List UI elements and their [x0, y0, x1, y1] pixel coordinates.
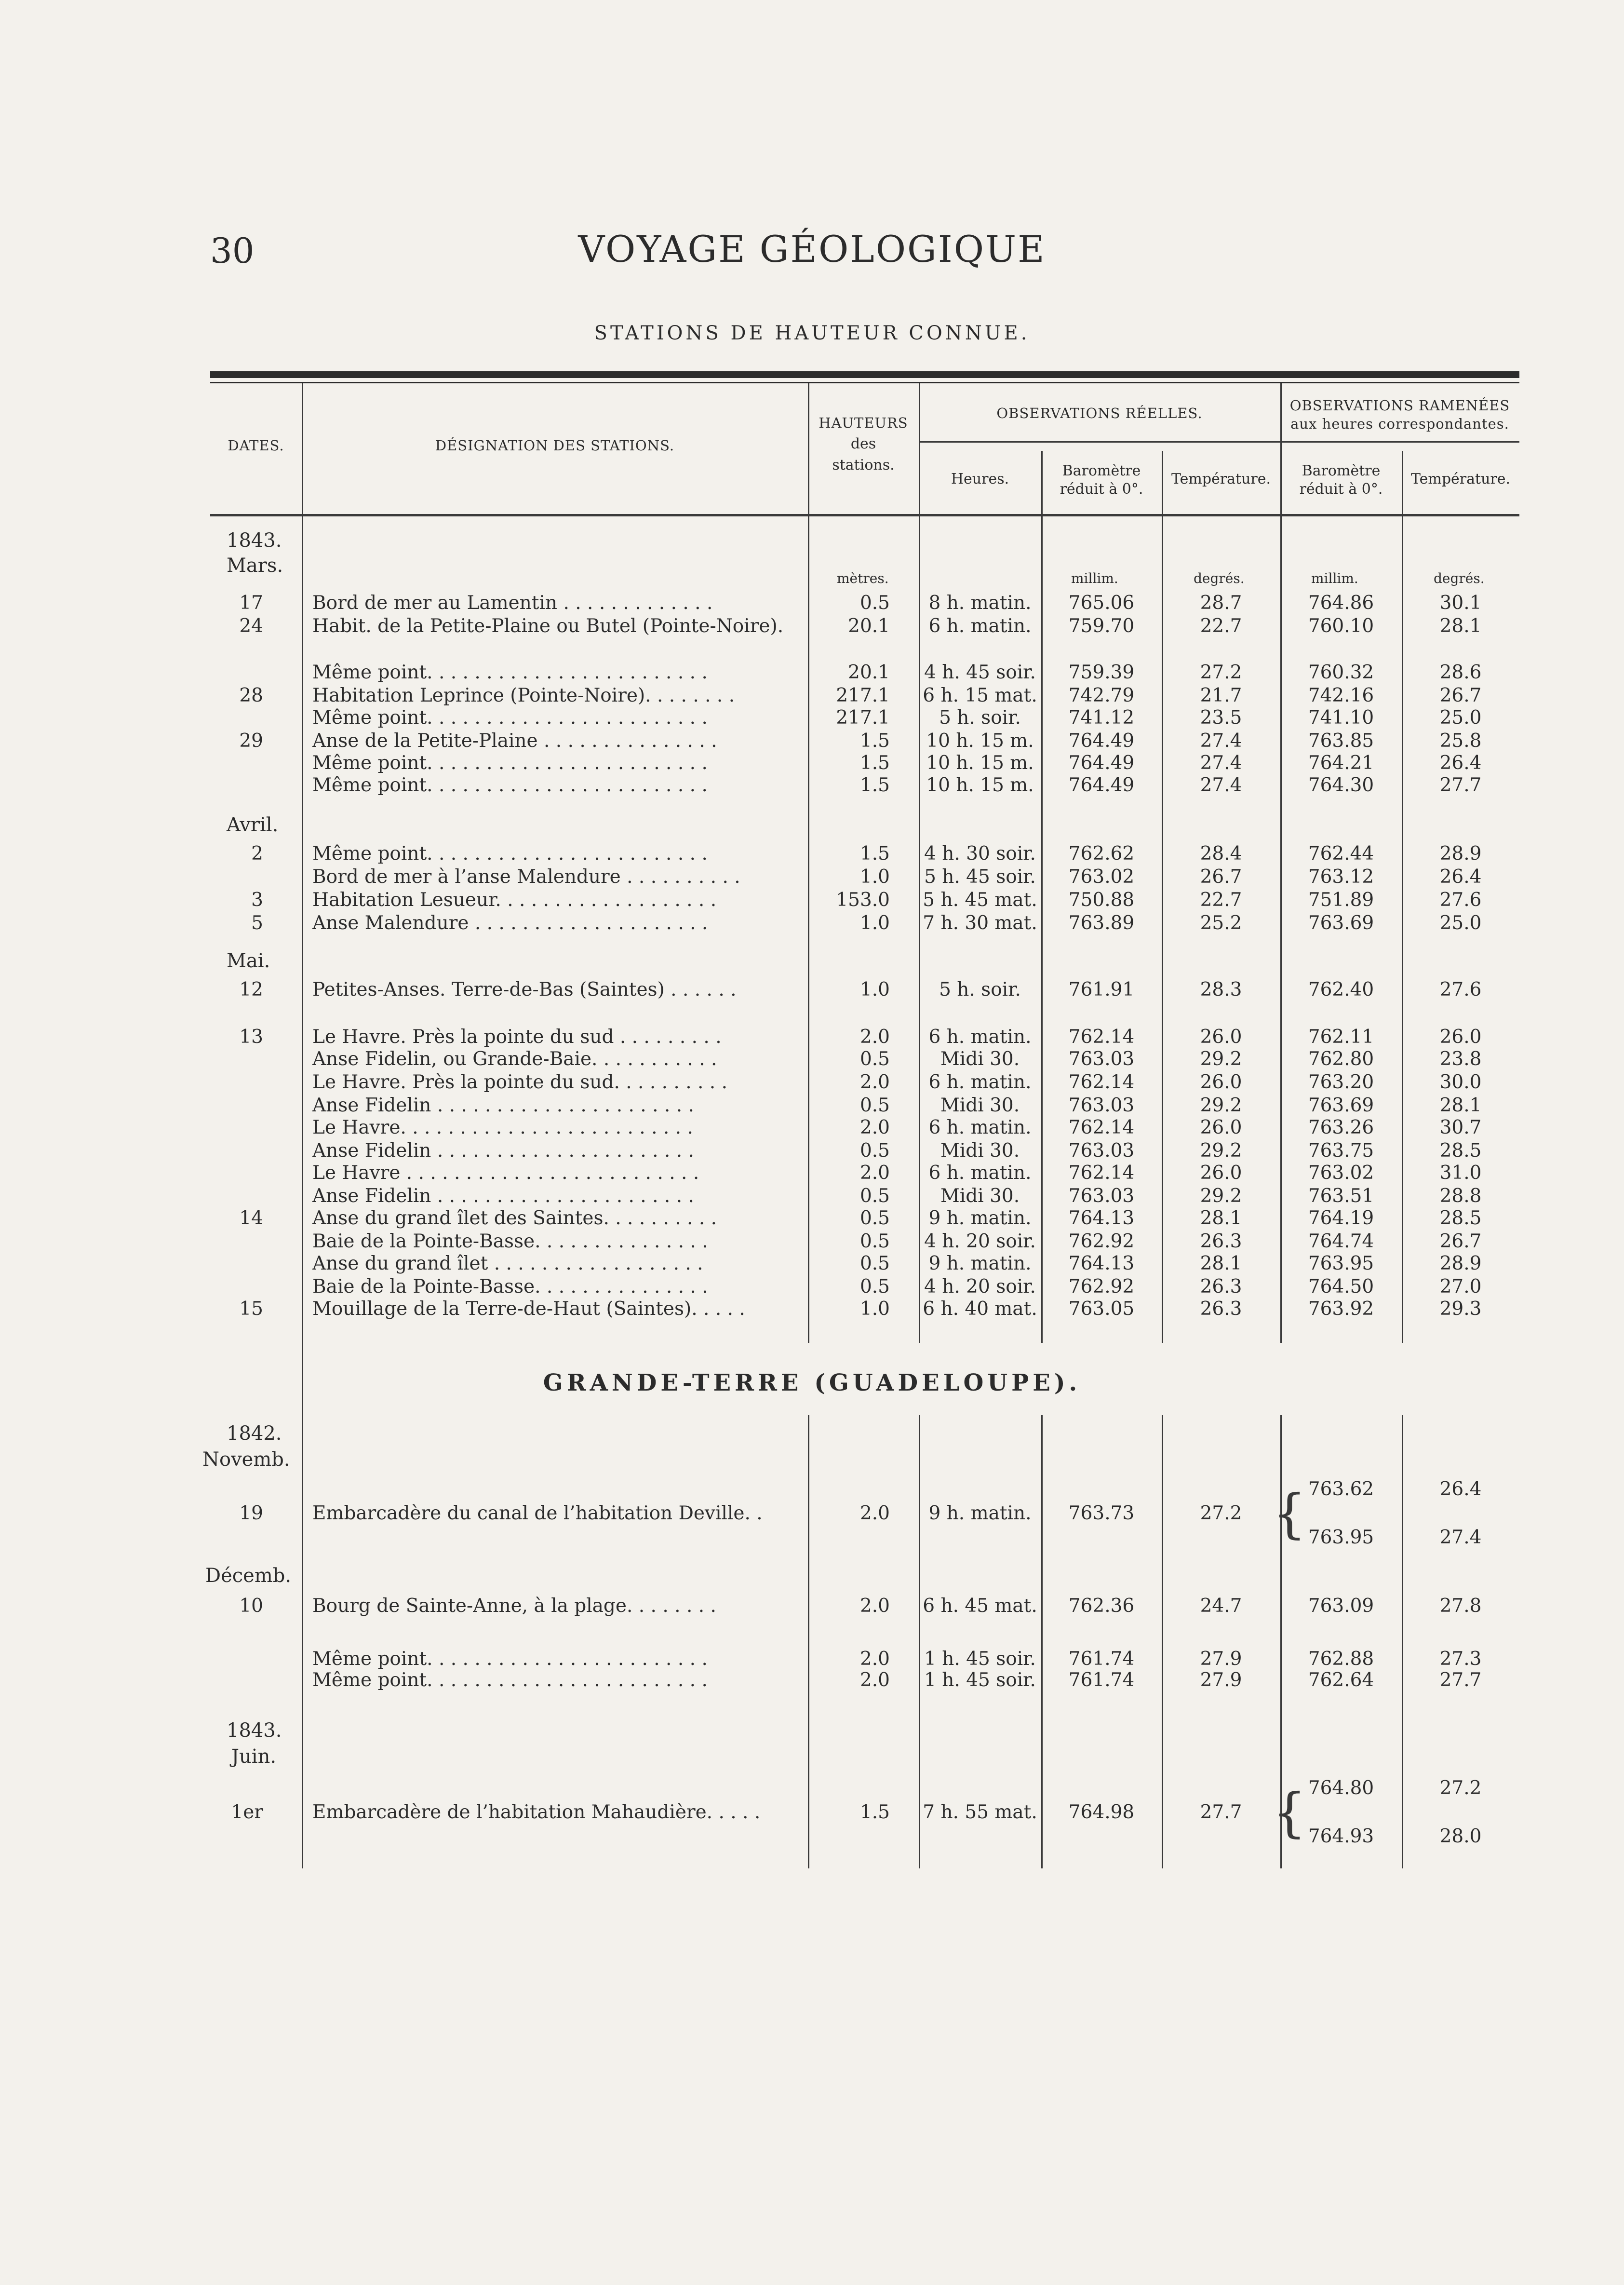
year-label: 1843. [227, 1719, 282, 1742]
unit-degres: degrés. [1194, 570, 1245, 586]
obs-barometer: 763.03 [1068, 1140, 1135, 1162]
station-height: 2.0 [859, 1026, 890, 1048]
station-name: Le Havre . . . . . . . . . . . . . . . . . . . . . . . . . [312, 1162, 699, 1184]
header-observations-ramenees: OBSERVATIONS RAMENÉES aux heures correspondantes. [1289, 397, 1510, 432]
obs-barometer: 763.89 [1068, 912, 1135, 934]
reduced-barometer: 763.69 [1308, 912, 1374, 934]
brace-mark: { [1273, 1483, 1306, 1544]
obs-hour: 9 h. matin. [928, 1253, 1032, 1274]
station-name: Anse Malendure . . . . . . . . . . . . . . . . . . . . [312, 912, 708, 934]
section-title-grande-terre: GRANDE-TERRE (GUADELOUPE). [543, 1369, 1081, 1396]
obs-barometer: 750.88 [1068, 889, 1135, 911]
obs-barometer: 763.73 [1068, 1502, 1135, 1524]
header-observations-reelles: OBSERVATIONS RÉELLES. [996, 405, 1203, 421]
obs-temperature: 27.4 [1200, 774, 1242, 796]
row-day: 3 [251, 889, 263, 911]
obs-barometer: 764.49 [1068, 752, 1135, 774]
obs-barometer: 759.39 [1068, 662, 1135, 683]
obs-hour: 6 h. matin. [928, 1117, 1032, 1138]
reduced-temperature: 28.9 [1439, 1253, 1482, 1274]
obs-temperature: 22.7 [1200, 615, 1242, 637]
obs-barometer: 763.02 [1068, 866, 1135, 888]
station-name: Même point. . . . . . . . . . . . . . . . . . . . . . . . [312, 1669, 708, 1691]
station-name: Bourg de Sainte-Anne, à la plage. . . . . . . . [312, 1595, 716, 1617]
reduced-temperature: 28.1 [1439, 1095, 1482, 1116]
obs-hour: Midi 30. [940, 1048, 1020, 1070]
reduced-barometer: 764.21 [1308, 752, 1374, 774]
station-height: 1.5 [859, 730, 890, 752]
reduced-barometer: 741.10 [1308, 707, 1374, 729]
year-label: 1842. [227, 1422, 282, 1445]
reduced-temperature: 26.0 [1439, 1026, 1482, 1048]
station-height: 0.5 [859, 1095, 890, 1116]
obs-temperature: 27.2 [1200, 662, 1242, 683]
obs-hour: 5 h. soir. [939, 979, 1021, 1001]
obs-temperature: 28.1 [1200, 1207, 1242, 1229]
station-height: 1.0 [859, 979, 890, 1001]
reduced-temperature: 27.4 [1439, 1527, 1482, 1548]
obs-temperature: 27.9 [1200, 1648, 1242, 1670]
reduced-barometer: 763.85 [1308, 730, 1374, 752]
station-height: 0.5 [859, 1185, 890, 1207]
row-day: 29 [239, 730, 263, 752]
station-height: 0.5 [859, 1140, 890, 1162]
reduced-barometer: 763.62 [1308, 1478, 1374, 1500]
header-subrule [1280, 441, 1519, 443]
station-name: Habitation Leprince (Pointe-Noire). . . . . . . . [312, 685, 735, 706]
obs-hour: 6 h. 15 mat. [923, 685, 1037, 706]
reduced-barometer: 762.80 [1308, 1048, 1374, 1070]
obs-hour: 7 h. 30 mat. [923, 912, 1037, 934]
row-day: 28 [239, 685, 263, 706]
reduced-barometer: 762.64 [1308, 1669, 1374, 1691]
station-height: 2.0 [859, 1071, 890, 1093]
reduced-barometer: 762.11 [1308, 1026, 1374, 1048]
obs-hour: 7 h. 55 mat. [923, 1801, 1037, 1823]
station-height: 0.5 [859, 1276, 890, 1298]
row-day: 10 [239, 1595, 263, 1617]
station-height: 217.1 [836, 707, 890, 729]
station-name: Même point. . . . . . . . . . . . . . . . . . . . . . . . [312, 752, 708, 774]
obs-hour: 4 h. 45 soir. [924, 662, 1036, 683]
row-day: 17 [239, 592, 263, 614]
unit-millim: millim. [1071, 570, 1118, 586]
station-name: Petites-Anses. Terre-de-Bas (Saintes) . . . . . . [312, 979, 737, 1001]
reduced-temperature: 28.5 [1439, 1207, 1482, 1229]
column-divider [302, 383, 303, 1868]
column-divider [808, 1415, 809, 1868]
station-name: Anse Fidelin, ou Grande-Baie. . . . . . . . . . . [312, 1048, 717, 1070]
unit-metres: mètres. [837, 570, 889, 586]
station-name: Bord de mer à l’anse Malendure . . . . . . . . . . [312, 866, 740, 888]
reduced-temperature: 28.8 [1439, 1185, 1482, 1207]
obs-hour: 6 h. 40 mat. [923, 1298, 1037, 1320]
obs-temperature: 29.2 [1200, 1095, 1242, 1116]
station-name: Anse Fidelin . . . . . . . . . . . . . . . . . . . . . . [312, 1095, 694, 1116]
header-designation: DÉSIGNATION DES STATIONS. [435, 437, 675, 454]
station-name: Le Havre. Près la pointe du sud . . . . . . . . . [312, 1026, 722, 1048]
obs-temperature: 21.7 [1200, 685, 1242, 706]
reduced-temperature: 25.0 [1439, 707, 1482, 729]
reduced-barometer: 764.19 [1308, 1207, 1374, 1229]
obs-barometer: 759.70 [1068, 615, 1135, 637]
brace-mark: { [1273, 1782, 1306, 1843]
obs-barometer: 762.14 [1068, 1071, 1135, 1093]
obs-temperature: 26.0 [1200, 1071, 1242, 1093]
station-name: Anse du grand îlet . . . . . . . . . . . . . . . . . . [312, 1253, 703, 1274]
header-barometre-ramenee: Baromètre réduit à 0°. [1299, 462, 1383, 498]
reduced-barometer: 764.80 [1308, 1777, 1374, 1799]
obs-hour: 4 h. 20 soir. [924, 1230, 1036, 1252]
station-height: 20.1 [848, 662, 890, 683]
station-height: 1.0 [859, 1298, 890, 1320]
month-label: Avril. [227, 814, 279, 836]
reduced-barometer: 763.92 [1308, 1298, 1374, 1320]
station-name: Embarcadère du canal de l’habitation Deville. . [312, 1502, 763, 1524]
station-height: 1.0 [859, 866, 890, 888]
page-title: VOYAGE GÉOLOGIQUE [578, 228, 1046, 270]
station-name: Même point. . . . . . . . . . . . . . . . . . . . . . . . [312, 1648, 708, 1670]
month-label: Mai. [227, 950, 270, 972]
reduced-barometer: 760.10 [1308, 615, 1374, 637]
station-height: 217.1 [836, 685, 890, 706]
reduced-barometer: 764.86 [1308, 592, 1374, 614]
station-height: 2.0 [859, 1669, 890, 1691]
station-height: 1.5 [859, 774, 890, 796]
reduced-barometer: 762.44 [1308, 843, 1374, 865]
station-height: 153.0 [836, 889, 890, 911]
row-day: 15 [239, 1298, 263, 1320]
reduced-temperature: 28.9 [1439, 843, 1482, 865]
row-day: 13 [239, 1026, 263, 1048]
reduced-barometer: 764.30 [1308, 774, 1374, 796]
obs-barometer: 741.12 [1068, 707, 1135, 729]
obs-temperature: 28.3 [1200, 979, 1242, 1001]
station-height: 0.5 [859, 592, 890, 614]
obs-temperature: 27.2 [1200, 1502, 1242, 1524]
obs-temperature: 27.9 [1200, 1669, 1242, 1691]
obs-barometer: 764.13 [1068, 1253, 1135, 1274]
obs-temperature: 26.3 [1200, 1298, 1242, 1320]
obs-barometer: 764.49 [1068, 730, 1135, 752]
obs-hour: 8 h. matin. [928, 592, 1032, 614]
reduced-temperature: 27.7 [1439, 1669, 1482, 1691]
station-name: Le Havre. . . . . . . . . . . . . . . . . . . . . . . . . [312, 1117, 693, 1138]
station-height: 2.0 [859, 1648, 890, 1670]
column-divider [1162, 1415, 1163, 1868]
obs-hour: 6 h. matin. [928, 1026, 1032, 1048]
reduced-barometer: 763.12 [1308, 866, 1374, 888]
header-subrule [919, 441, 1280, 443]
obs-barometer: 762.36 [1068, 1595, 1135, 1617]
reduced-barometer: 764.74 [1308, 1230, 1374, 1252]
row-day: 2 [251, 843, 263, 865]
header-hauteurs: HAUTEURS des stations. [819, 415, 908, 473]
obs-hour: 10 h. 15 m. [926, 752, 1034, 774]
column-divider [1041, 1415, 1043, 1868]
reduced-temperature: 25.8 [1439, 730, 1482, 752]
obs-barometer: 762.92 [1068, 1230, 1135, 1252]
obs-barometer: 764.13 [1068, 1207, 1135, 1229]
obs-temperature: 29.2 [1200, 1140, 1242, 1162]
year-label: 1843. [227, 529, 282, 552]
reduced-barometer: 763.95 [1308, 1253, 1374, 1274]
reduced-temperature: 30.7 [1439, 1117, 1482, 1138]
obs-temperature: 26.0 [1200, 1162, 1242, 1184]
reduced-temperature: 28.5 [1439, 1140, 1482, 1162]
reduced-temperature: 27.2 [1439, 1777, 1482, 1799]
month-label: Juin. [231, 1745, 277, 1768]
obs-temperature: 27.4 [1200, 752, 1242, 774]
obs-barometer: 762.14 [1068, 1117, 1135, 1138]
row-day: 19 [239, 1502, 263, 1524]
obs-hour: 6 h. matin. [928, 1162, 1032, 1184]
reduced-barometer: 763.51 [1308, 1185, 1374, 1207]
obs-hour: 1 h. 45 soir. [924, 1669, 1036, 1691]
obs-hour: Midi 30. [940, 1095, 1020, 1116]
station-name: Mouillage de la Terre-de-Haut (Saintes). . . . . [312, 1298, 745, 1320]
reduced-barometer: 762.88 [1308, 1648, 1374, 1670]
obs-hour: 5 h. soir. [939, 707, 1021, 729]
table-top-rule-thin [210, 382, 1519, 383]
station-name: Baie de la Pointe-Basse. . . . . . . . . . . . . . . [312, 1276, 708, 1298]
station-name: Même point. . . . . . . . . . . . . . . . . . . . . . . . [312, 662, 708, 683]
reduced-barometer: 751.89 [1308, 889, 1374, 911]
page-number: 30 [210, 230, 255, 271]
station-name: Même point. . . . . . . . . . . . . . . . . . . . . . . . [312, 774, 708, 796]
reduced-temperature: 26.7 [1439, 685, 1482, 706]
reduced-temperature: 27.3 [1439, 1648, 1482, 1670]
reduced-barometer: 763.95 [1308, 1527, 1374, 1548]
obs-temperature: 29.2 [1200, 1048, 1242, 1070]
obs-barometer: 742.79 [1068, 685, 1135, 706]
reduced-temperature: 27.8 [1439, 1595, 1482, 1617]
obs-hour: 9 h. matin. [928, 1207, 1032, 1229]
reduced-temperature: 30.0 [1439, 1071, 1482, 1093]
obs-hour: 9 h. matin. [928, 1502, 1032, 1524]
obs-barometer: 761.91 [1068, 979, 1135, 1001]
obs-barometer: 762.92 [1068, 1276, 1135, 1298]
obs-temperature: 26.0 [1200, 1026, 1242, 1048]
table-top-rule [210, 371, 1519, 378]
header-heures: Heures. [951, 471, 1009, 487]
reduced-barometer: 763.02 [1308, 1162, 1374, 1184]
obs-barometer: 763.05 [1068, 1298, 1135, 1320]
month-label: Mars. [227, 554, 283, 577]
station-height: 0.5 [859, 1230, 890, 1252]
obs-temperature: 28.7 [1200, 592, 1242, 614]
station-height: 1.5 [859, 843, 890, 865]
obs-hour: 5 h. 45 soir. [924, 866, 1036, 888]
obs-barometer: 762.14 [1068, 1026, 1135, 1048]
obs-barometer: 763.03 [1068, 1095, 1135, 1116]
unit-degres-ramenee: degrés. [1434, 570, 1485, 586]
header-temperature: Température. [1171, 471, 1271, 487]
column-divider [919, 1415, 920, 1868]
station-height: 20.1 [848, 615, 890, 637]
month-label: Décemb. [205, 1565, 292, 1587]
header-temperature-ramenee: Température. [1410, 471, 1511, 487]
obs-temperature: 29.2 [1200, 1185, 1242, 1207]
reduced-temperature: 27.6 [1439, 889, 1482, 911]
obs-temperature: 26.3 [1200, 1230, 1242, 1252]
reduced-barometer: 764.93 [1308, 1825, 1374, 1847]
station-name: Même point. . . . . . . . . . . . . . . . . . . . . . . . [312, 707, 708, 729]
reduced-temperature: 26.4 [1439, 752, 1482, 774]
obs-temperature: 27.7 [1200, 1801, 1242, 1823]
obs-barometer: 762.14 [1068, 1162, 1135, 1184]
obs-temperature: 27.4 [1200, 730, 1242, 752]
obs-temperature: 23.5 [1200, 707, 1242, 729]
obs-hour: 6 h. matin. [928, 1071, 1032, 1093]
obs-barometer: 761.74 [1068, 1648, 1135, 1670]
reduced-temperature: 28.6 [1439, 662, 1482, 683]
obs-hour: Midi 30. [940, 1185, 1020, 1207]
station-name: Habitation Lesueur. . . . . . . . . . . . . . . . . . . [312, 889, 717, 911]
obs-temperature: 26.3 [1200, 1276, 1242, 1298]
station-name: Embarcadère de l’habitation Mahaudière. . . . . [312, 1801, 761, 1823]
row-day: 24 [239, 615, 263, 637]
reduced-temperature: 26.4 [1439, 866, 1482, 888]
reduced-temperature: 28.0 [1439, 1825, 1482, 1847]
station-height: 1.5 [859, 1801, 890, 1823]
reduced-barometer: 760.32 [1308, 662, 1374, 683]
reduced-temperature: 27.0 [1439, 1276, 1482, 1298]
reduced-barometer: 763.75 [1308, 1140, 1374, 1162]
obs-barometer: 764.49 [1068, 774, 1135, 796]
reduced-barometer: 763.26 [1308, 1117, 1374, 1138]
reduced-temperature: 29.3 [1439, 1298, 1482, 1320]
station-name: Bord de mer au Lamentin . . . . . . . . . . . . . [312, 592, 713, 614]
obs-barometer: 762.62 [1068, 843, 1135, 865]
station-height: 0.5 [859, 1253, 890, 1274]
station-name: Anse Fidelin . . . . . . . . . . . . . . . . . . . . . . [312, 1185, 694, 1207]
obs-hour: 4 h. 30 soir. [924, 843, 1036, 865]
row-day: 1er [231, 1801, 263, 1823]
row-day: 14 [239, 1207, 263, 1229]
obs-barometer: 764.98 [1068, 1801, 1135, 1823]
station-height: 2.0 [859, 1117, 890, 1138]
row-day: 5 [251, 912, 263, 934]
station-height: 1.0 [859, 912, 890, 934]
station-name: Anse de la Petite-Plaine . . . . . . . . . . . . . . . [312, 730, 717, 752]
reduced-temperature: 23.8 [1439, 1048, 1482, 1070]
reduced-barometer: 742.16 [1308, 685, 1374, 706]
header-bottom-rule [210, 514, 1519, 516]
reduced-barometer: 764.50 [1308, 1276, 1374, 1298]
obs-temperature: 26.7 [1200, 866, 1242, 888]
station-name: Baie de la Pointe-Basse. . . . . . . . . . . . . . . [312, 1230, 708, 1252]
unit-millim-ramenee: millim. [1311, 570, 1358, 586]
station-name: Même point. . . . . . . . . . . . . . . . . . . . . . . . [312, 843, 708, 865]
obs-hour: 5 h. 45 mat. [923, 889, 1037, 911]
reduced-temperature: 27.6 [1439, 979, 1482, 1001]
obs-temperature: 25.2 [1200, 912, 1242, 934]
obs-temperature: 28.1 [1200, 1253, 1242, 1274]
obs-hour: 1 h. 45 soir. [924, 1648, 1036, 1670]
table-subtitle: STATIONS DE HAUTEUR CONNUE. [594, 322, 1030, 344]
obs-temperature: 28.4 [1200, 843, 1242, 865]
station-name: Habit. de la Petite-Plaine ou Butel (Pointe-Noire). [312, 615, 784, 637]
station-height: 2.0 [859, 1595, 890, 1617]
reduced-barometer: 763.09 [1308, 1595, 1374, 1617]
station-name: Anse du grand îlet des Saintes. . . . . . . . . . [312, 1207, 717, 1229]
station-height: 0.5 [859, 1048, 890, 1070]
reduced-temperature: 28.1 [1439, 615, 1482, 637]
reduced-temperature: 30.1 [1439, 592, 1482, 614]
row-day: 12 [239, 979, 263, 1001]
reduced-barometer: 763.20 [1308, 1071, 1374, 1093]
obs-hour: 6 h. 45 mat. [923, 1595, 1037, 1617]
obs-temperature: 26.0 [1200, 1117, 1242, 1138]
station-name: Le Havre. Près la pointe du sud. . . . . . . . . . [312, 1071, 727, 1093]
station-name: Anse Fidelin . . . . . . . . . . . . . . . . . . . . . . [312, 1140, 694, 1162]
obs-barometer: 761.74 [1068, 1669, 1135, 1691]
station-height: 2.0 [859, 1502, 890, 1524]
reduced-temperature: 27.7 [1439, 774, 1482, 796]
reduced-barometer: 762.40 [1308, 979, 1374, 1001]
reduced-temperature: 25.0 [1439, 912, 1482, 934]
obs-hour: 10 h. 15 m. [926, 774, 1034, 796]
station-height: 1.5 [859, 752, 890, 774]
station-height: 0.5 [859, 1207, 890, 1229]
header-barometre: Baromètre réduit à 0°. [1060, 462, 1143, 498]
reduced-barometer: 763.69 [1308, 1095, 1374, 1116]
station-height: 2.0 [859, 1162, 890, 1184]
obs-temperature: 24.7 [1200, 1595, 1242, 1617]
obs-hour: Midi 30. [940, 1140, 1020, 1162]
obs-barometer: 765.06 [1068, 592, 1135, 614]
obs-hour: 4 h. 20 soir. [924, 1276, 1036, 1298]
reduced-temperature: 31.0 [1439, 1162, 1482, 1184]
obs-barometer: 763.03 [1068, 1185, 1135, 1207]
reduced-temperature: 26.4 [1439, 1478, 1482, 1500]
month-label: Novemb. [202, 1448, 290, 1471]
obs-hour: 10 h. 15 m. [926, 730, 1034, 752]
reduced-temperature: 26.7 [1439, 1230, 1482, 1252]
header-dates: DATES. [228, 437, 284, 454]
obs-barometer: 763.03 [1068, 1048, 1135, 1070]
obs-temperature: 22.7 [1200, 889, 1242, 911]
obs-hour: 6 h. matin. [928, 615, 1032, 637]
